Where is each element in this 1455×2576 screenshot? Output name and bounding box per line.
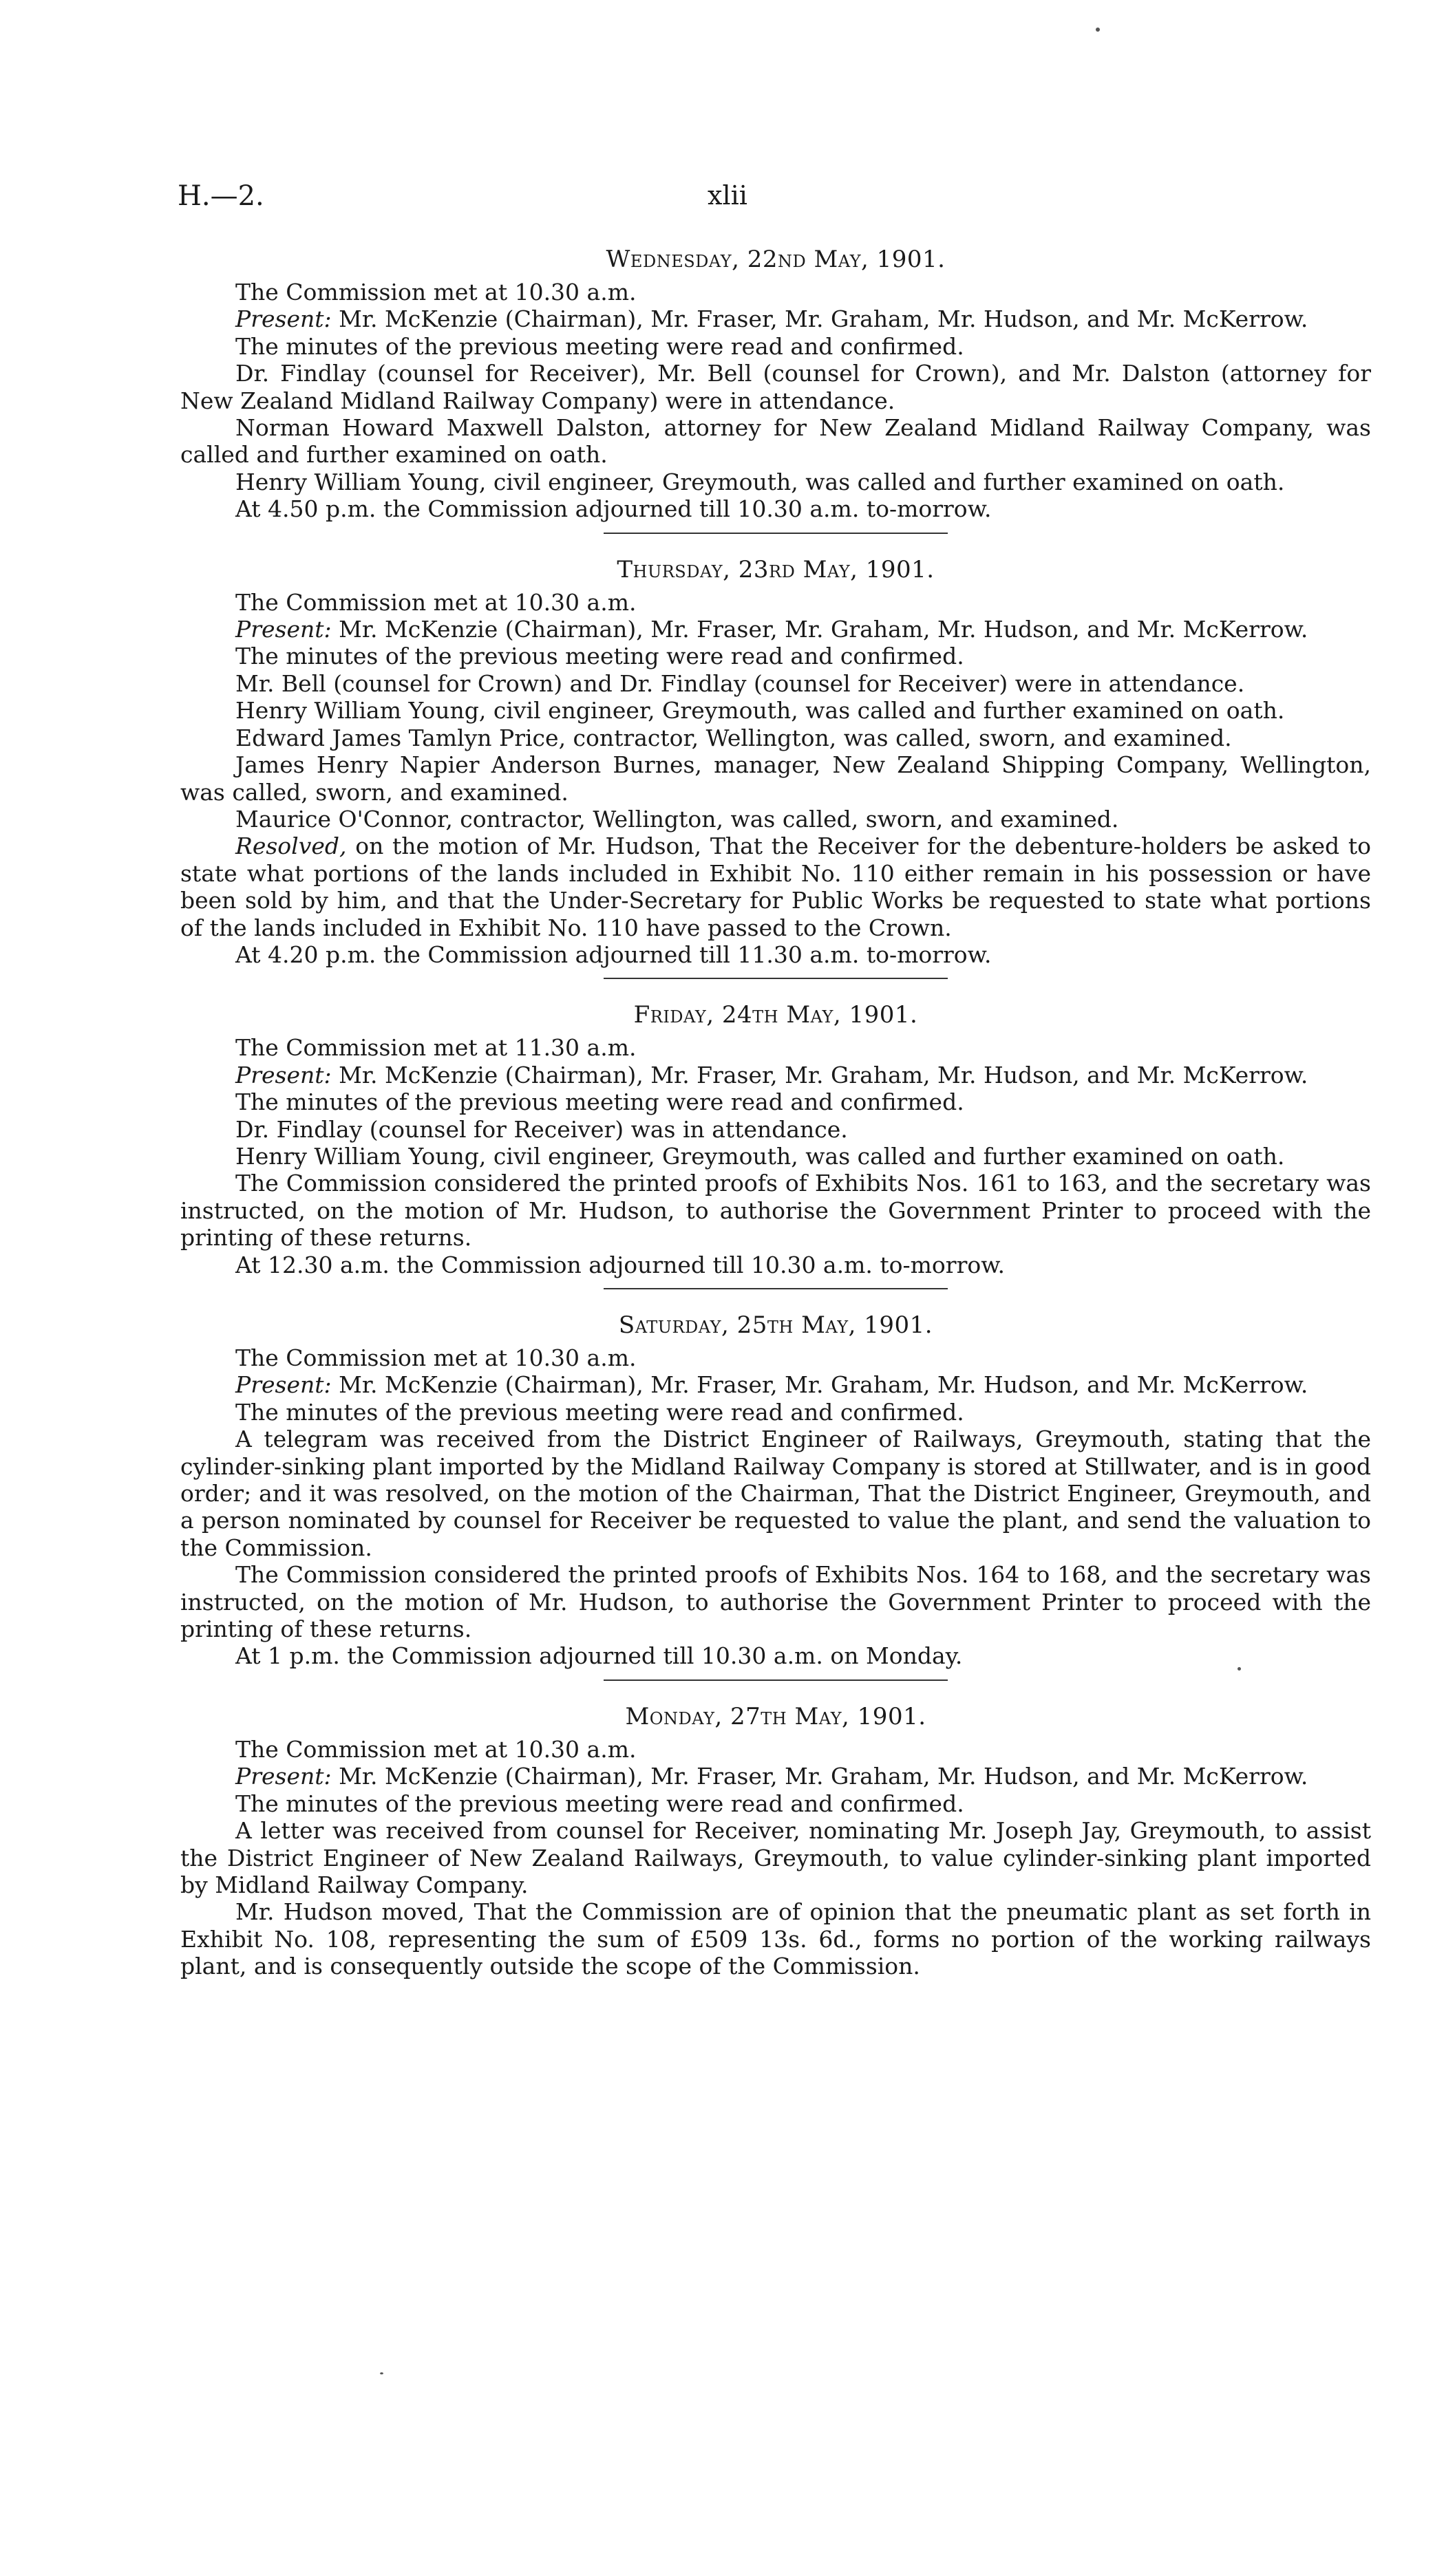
paragraph-text: James Henry Napier Anderson Burnes, manager, New Zealand Shipping Company, Wellington, was called, sworn, and examined. [180,751,1371,806]
minutes-paragraph [180,1736,1371,1763]
meeting-date-heading: Saturday, 25th May, 1901. [618,1311,933,1339]
paragraph-text: The Commission met at 10.30 a.m. [235,588,637,616]
paragraph-text: Maurice O'Connor, contractor, Wellington, was called, sworn, and examined. [235,805,1119,833]
paragraph-text: The Commission met at 10.30 a.m. [235,279,637,305]
paragraph-text: At 4.50 p.m. the Commission adjourned till 10.30 a.m. to-morrow. [235,495,992,523]
minutes-paragraph [180,469,1371,495]
print-speck [1096,28,1100,32]
minutes-paragraph [180,724,1371,751]
meeting-minutes-section [180,555,1371,969]
meeting-date-heading: Monday, 27th May, 1901. [625,1702,926,1730]
page-header [0,180,1455,222]
minutes-paragraph [180,616,1371,643]
minutes-paragraph [180,697,1371,724]
paragraph-text: on the motion of Mr. Hudson, That the Receiver for the debenture-holders be asked to state what portions of the lands included in Exhibit No. 110 either remain in his possession or have been sold by him, and that the Under-Secretary for Public Works be requested to state what portions of the lands included in Exhibit No. 110 have passed to the Crown. [180,833,1371,941]
section-divider [604,978,948,979]
paragraph-text: Henry William Young, civil engineer, Greymouth, was called and further examined on oath. [235,697,1285,724]
meeting-minutes-section [180,244,1371,523]
paragraph-text: The Commission considered the printed proofs of Exhibits Nos. 161 to 163, and the secretary was instructed, on the motion of Mr. Hudson, to authorise the Government Printer to proceed with the printing of these returns. [180,1170,1371,1252]
paragraph-text: The minutes of the previous meeting were read and confirmed. [235,1088,964,1116]
meeting-minutes-section [180,1702,1371,1980]
paragraph-text: The Commission met at 10.30 a.m. [235,1735,637,1763]
paragraph-text: A telegram was received from the District Engineer of Railways, Greymouth, stating that the cylinder-sinking plant imported by the Midland Railway Company is stored at Stillwater, and is in good order; and it was resolved, on the motion of the Chairman, That the District Engineer, Greymouth, and a person nominated by counsel for Receiver be requested to value the plant, and send the valuation to the Commission. [180,1426,1371,1561]
minutes-paragraph [180,1817,1371,1898]
minutes-paragraph [180,941,1371,968]
paragraph-lead-word: Present: [235,616,332,643]
paragraph-lead-word: Resolved, [235,833,347,860]
paragraph-text: A letter was received from counsel for Receiver, nominating Mr. Joseph Jay, Greymouth, to assist the District Engineer of New Zealand Railways, Greymouth, to value cylinder-sinking plant imported by Midland Railway Company. [180,1817,1371,1898]
paragraph-text: The Commission considered the printed proofs of Exhibits Nos. 164 to 168, and the secretary was instructed, on the motion of Mr. Hudson, to authorise the Government Printer to proceed with the printing of these returns. [180,1561,1371,1643]
paragraph-text: Edward James Tamlyn Price, contractor, Wellington, was called, sworn, and examined. [235,724,1232,751]
paragraph-text: Mr. Hudson moved, That the Commission are of opinion that the pneumatic plant as set forth in Exhibit No. 108, representing the sum of £509 13s. 6d., forms no portion of the working railways plant, and is consequently outside the scope of the Commission. [180,1898,1371,1980]
paragraph-text: Mr. McKenzie (Chairman), Mr. Fraser, Mr. Graham, Mr. Hudson, and Mr. McKerrow. [331,305,1308,333]
minutes-paragraph [180,1426,1371,1561]
page-number: xlii [708,180,747,211]
minutes-paragraph [180,333,1371,360]
print-speck [380,2372,383,2374]
minutes-paragraph [180,1763,1371,1790]
paragraph-text: The Commission met at 10.30 a.m. [235,1344,637,1371]
paragraph-text: At 1 p.m. the Commission adjourned till 10.30 a.m. on Monday. [235,1642,963,1670]
minutes-paragraph [180,1399,1371,1426]
paragraph-text: The Commission met at 11.30 a.m. [235,1034,637,1062]
minutes-paragraph [180,670,1371,697]
minutes-paragraph [180,1898,1371,1979]
paragraph-text: Mr. McKenzie (Chairman), Mr. Fraser, Mr. Graham, Mr. Hudson, and Mr. McKerrow. [331,1371,1308,1399]
paragraph-text: The minutes of the previous meeting were read and confirmed. [235,1790,964,1817]
print-speck [1238,1667,1241,1671]
paragraph-lead-word: Present: [235,1371,332,1399]
paragraph-text: Dr. Findlay (counsel for Receiver), Mr. Bell (counsel for Crown), and Mr. Dalston (attorney for New Zealand Midland Railway Company) were in attendance. [180,360,1371,414]
minutes-paragraph [180,751,1371,806]
minutes-paragraph [180,833,1371,941]
minutes-paragraph [180,1642,1371,1669]
minutes-paragraph [180,1088,1371,1115]
minutes-paragraph [180,806,1371,833]
paragraph-text: Dr. Findlay (counsel for Receiver) was in attendance. [235,1115,848,1143]
paragraph-text: Mr. McKenzie (Chairman), Mr. Fraser, Mr. Graham, Mr. Hudson, and Mr. McKerrow. [331,1763,1308,1790]
minutes-paragraph [180,1170,1371,1251]
section-divider [604,1679,948,1681]
minutes-body [180,244,1371,1980]
meeting-minutes-section [180,1000,1371,1278]
minutes-paragraph [180,1371,1371,1398]
paragraph-text: At 12.30 a.m. the Commission adjourned till 10.30 a.m. to-morrow. [235,1251,1006,1278]
meeting-minutes-section [180,1310,1371,1670]
paragraph-lead-word: Present: [235,1763,332,1790]
minutes-paragraph [180,1561,1371,1642]
minutes-paragraph [180,1252,1371,1278]
minutes-paragraph [180,1143,1371,1170]
section-divider [604,1288,948,1289]
minutes-paragraph [180,495,1371,522]
paragraph-text: Henry William Young, civil engineer, Greymouth, was called and further examined on oath. [235,468,1285,495]
minutes-paragraph [180,279,1371,305]
paragraph-text: Mr. Bell (counsel for Crown) and Dr. Findlay (counsel for Receiver) were in attendance. [235,669,1245,697]
paragraph-text: At 4.20 p.m. the Commission adjourned till 11.30 a.m. to-morrow. [235,941,992,968]
paragraph-text: Mr. McKenzie (Chairman), Mr. Fraser, Mr. Graham, Mr. Hudson, and Mr. McKerrow. [331,616,1308,643]
minutes-paragraph [180,305,1371,332]
meeting-date-heading: Wednesday, 22nd May, 1901. [606,246,946,273]
document-reference: H.—2. [178,180,264,212]
minutes-paragraph [180,1344,1371,1371]
minutes-paragraph [180,360,1371,414]
paragraph-lead-word: Present: [235,1061,332,1088]
paragraph-text: Norman Howard Maxwell Dalston, attorney for New Zealand Midland Railway Company, was called and further examined on oath. [180,414,1371,469]
paragraph-lead-word: Present: [235,305,332,333]
paragraph-text: The minutes of the previous meeting were read and confirmed. [235,332,964,360]
minutes-paragraph [180,1034,1371,1061]
section-divider [604,533,948,534]
paragraph-text: The minutes of the previous meeting were read and confirmed. [235,643,964,670]
minutes-paragraph [180,643,1371,669]
paragraph-text: The minutes of the previous meeting were read and confirmed. [235,1398,964,1426]
minutes-paragraph [180,1790,1371,1817]
meeting-date-heading: Friday, 24th May, 1901. [633,1001,918,1029]
paragraph-text: Henry William Young, civil engineer, Greymouth, was called and further examined on oath. [235,1142,1285,1170]
paragraph-text: Mr. McKenzie (Chairman), Mr. Fraser, Mr. Graham, Mr. Hudson, and Mr. McKerrow. [331,1061,1308,1088]
minutes-paragraph [180,589,1371,616]
meeting-date-heading: Thursday, 23rd May, 1901. [617,555,935,583]
minutes-paragraph [180,1062,1371,1088]
minutes-paragraph [180,1116,1371,1143]
minutes-paragraph [180,414,1371,469]
